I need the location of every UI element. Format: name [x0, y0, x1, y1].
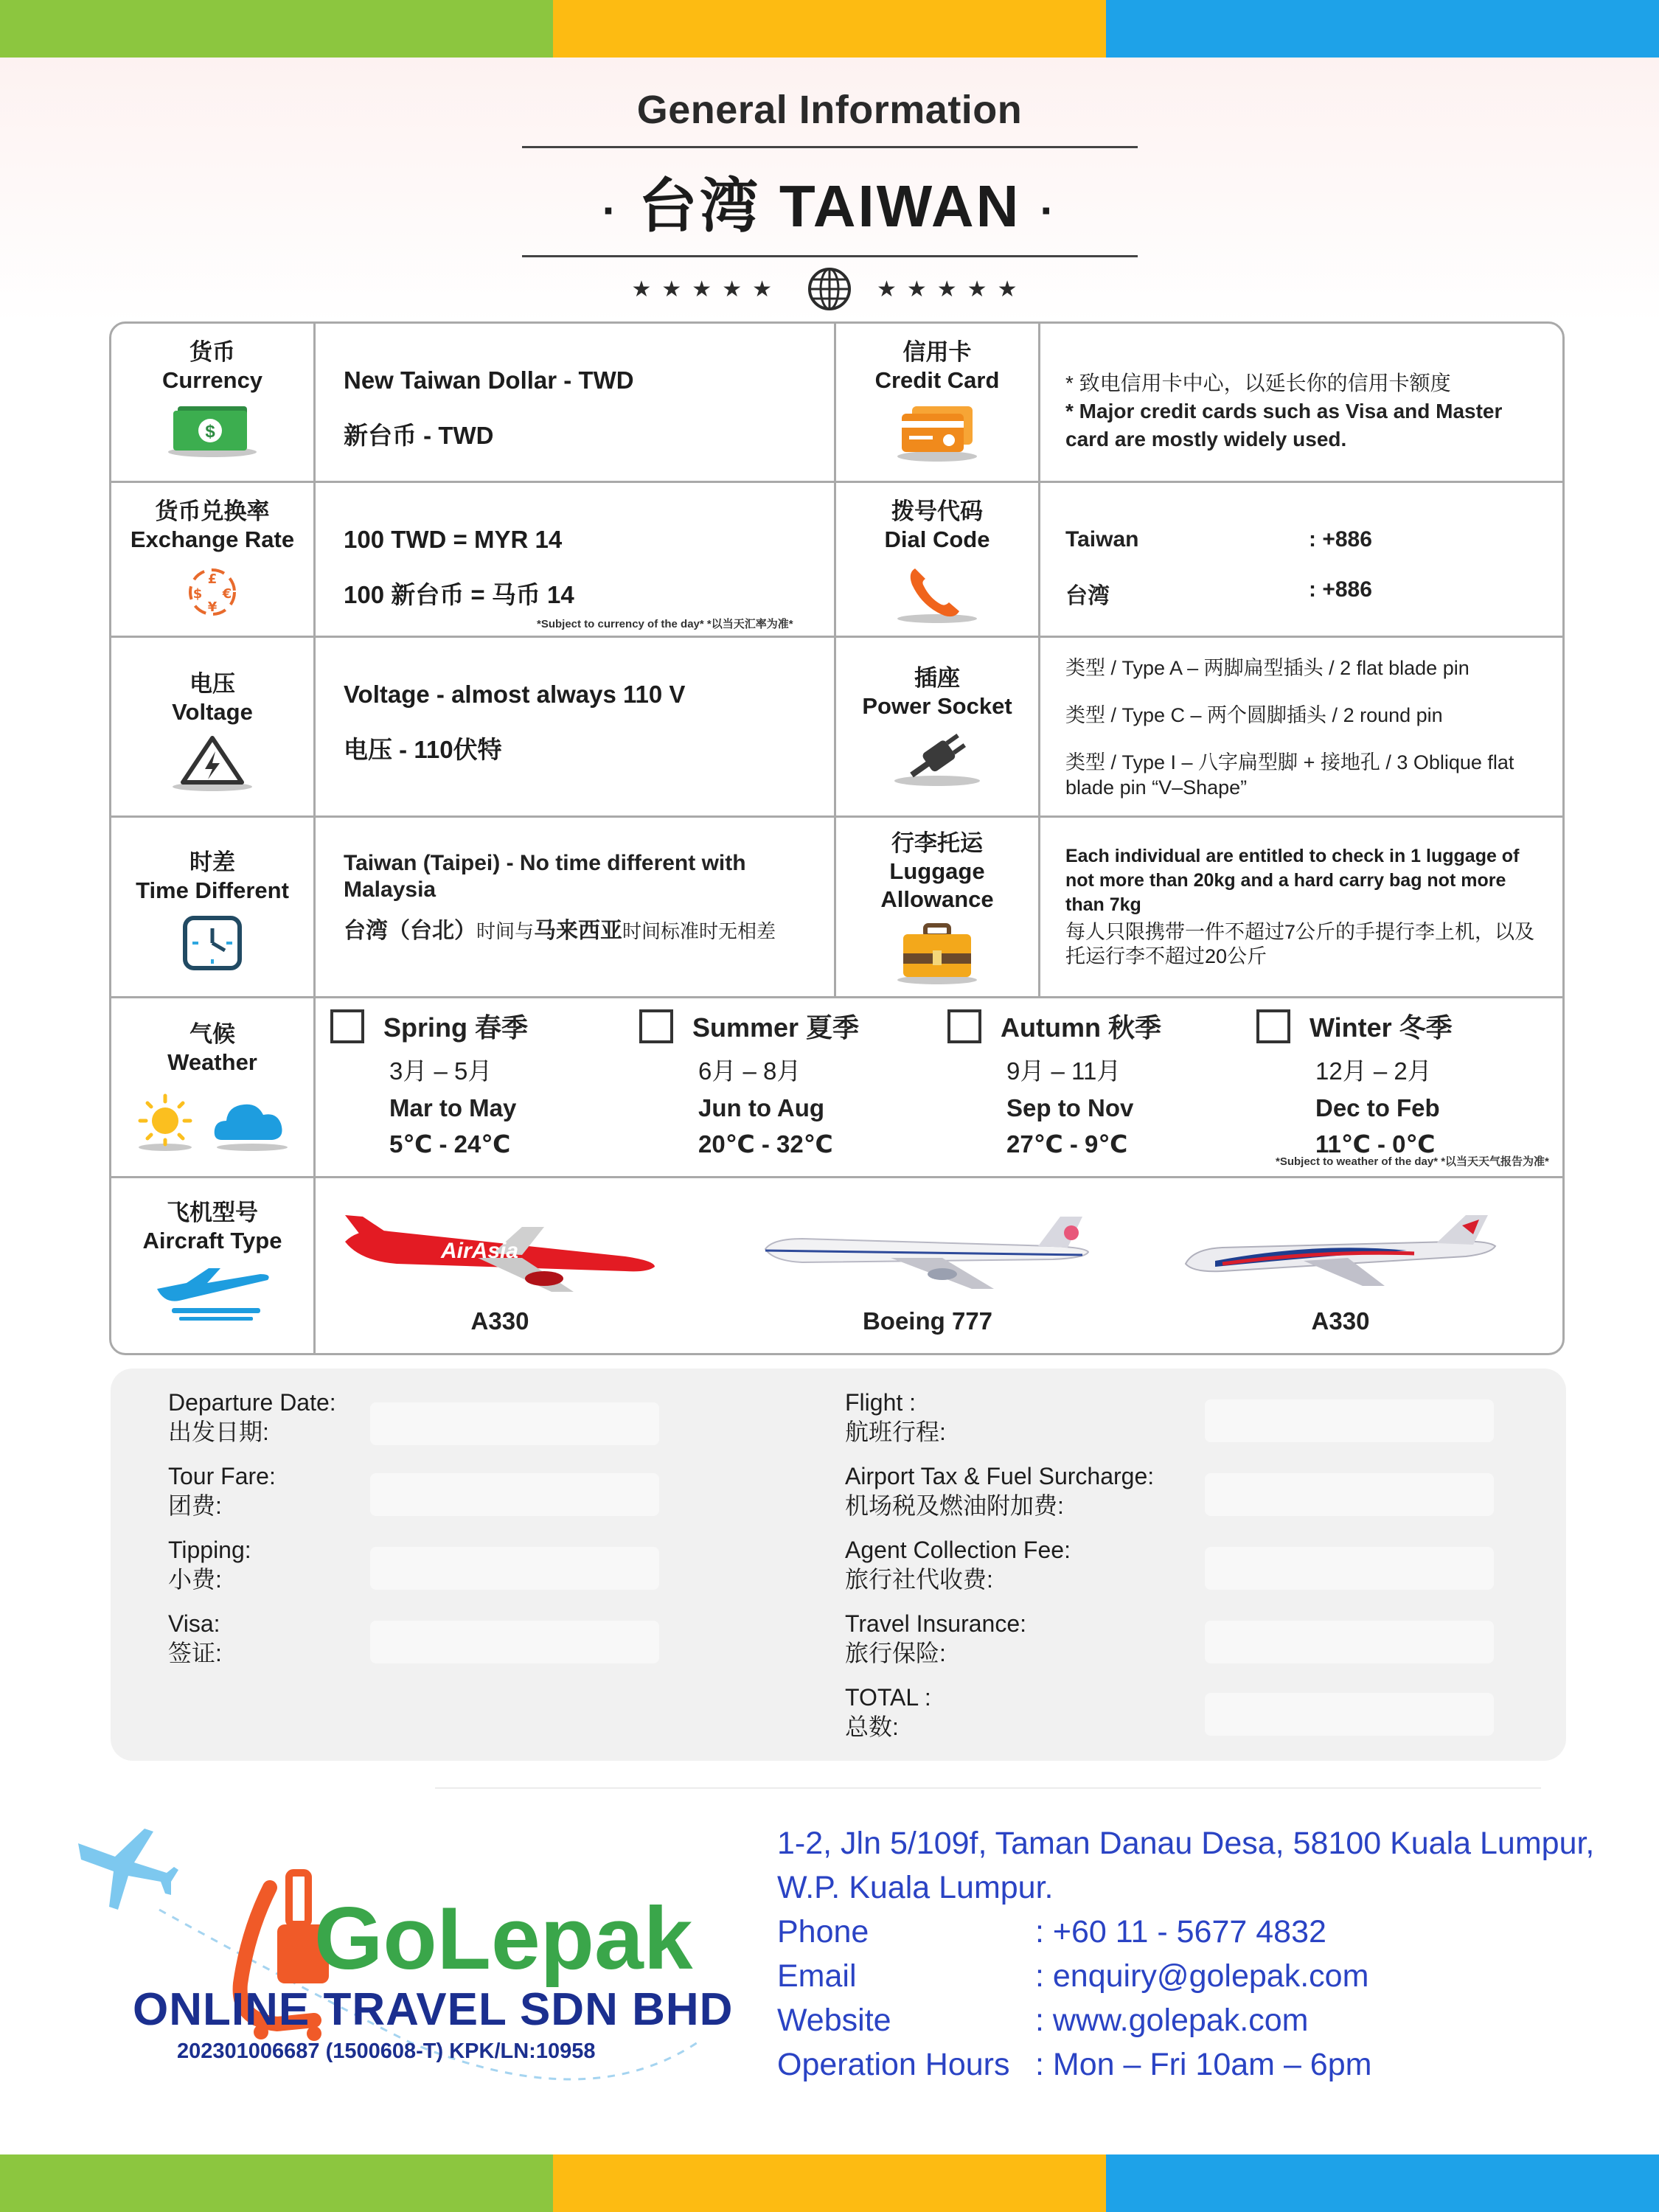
general-info-title: General Information: [636, 88, 1023, 132]
airplane-takeoff-icon: [150, 1264, 275, 1323]
dial-row-cn: [1065, 577, 1562, 610]
time-value: [316, 818, 836, 996]
malaysia-plane-image: [1171, 1212, 1510, 1293]
total-label: [845, 1683, 931, 1742]
season-months-cn: 12月 – 2月: [1315, 1057, 1432, 1085]
season-autumn: [947, 1007, 1257, 1158]
airasia-plane-image: [330, 1212, 669, 1293]
stripe-yellow: [553, 2154, 1106, 2212]
aircraft-label-en: Aircraft Type: [142, 1228, 282, 1253]
footer-divider: [435, 1787, 1541, 1789]
socket-value: [1040, 638, 1562, 815]
credit-card-label-en: Credit Card: [874, 367, 1000, 393]
credit-card-label: [836, 324, 1040, 481]
contact-phone: [777, 1910, 1594, 1954]
aircraft-label: [111, 1178, 316, 1355]
exchange-note: *Subject to currency of the day* *以当天汇率为准*: [537, 618, 793, 630]
dial-code-cn: : +886: [1309, 577, 1372, 602]
dial-place-cn: 台湾: [1065, 584, 1110, 608]
departure-date-label-cn: 出发日期:: [168, 1419, 269, 1445]
stars-right: ★★★★★: [877, 276, 1028, 302]
flight-label-cn: 航班行程:: [845, 1419, 946, 1445]
season-name: Winter 冬季: [1310, 1012, 1453, 1043]
address-line-2: W.P. Kuala Lumpur.: [777, 1870, 1054, 1905]
luggage-label-cn: 行李托运: [891, 830, 983, 856]
row-exchange: [111, 483, 1562, 638]
email-link[interactable]: : enquiry@golepak.com: [1035, 1958, 1369, 1994]
website-link[interactable]: : www.golepak.com: [1035, 2003, 1309, 2038]
flight-label-en: Flight :: [845, 1389, 917, 1416]
aircraft-malaysia: [1156, 1212, 1525, 1335]
cost-form: [111, 1368, 1566, 1761]
company-registration: 202301006687 (1500608-T) KPK/LN:10958: [177, 2039, 596, 2063]
credit-card-label-cn: 信用卡: [902, 339, 972, 365]
clock-icon: [179, 914, 246, 973]
exchange-label: [111, 483, 316, 636]
weather-label-cn: 气候: [189, 1021, 235, 1047]
aircraft-china-airlines: [743, 1212, 1112, 1335]
season-months-cn: 6月 – 8月: [698, 1057, 801, 1085]
aircraft-label-cn: 飞机型号: [167, 1200, 258, 1225]
season-temp: 20℃ - 32℃: [698, 1130, 833, 1158]
voltage-line-cn: 电压 - 110伏特: [344, 736, 502, 763]
dial-code-en: : +886: [1309, 527, 1372, 552]
row-voltage: [111, 638, 1562, 818]
aircraft-name: A330: [1311, 1307, 1370, 1335]
currency-label-cn: 货币: [189, 339, 235, 365]
dial-label: [836, 483, 1040, 636]
airport-tax-label: [845, 1461, 1154, 1520]
insurance-label-en: Travel Insurance:: [845, 1610, 1027, 1637]
credit-card-icon: [893, 403, 981, 462]
svg-text:AirAsia: AirAsia: [441, 1239, 519, 1263]
contact-hours: [777, 2042, 1594, 2087]
visa-label-en: Visa:: [168, 1610, 220, 1637]
total-field[interactable]: [1205, 1693, 1494, 1736]
row-aircraft: [111, 1178, 1562, 1355]
agent-fee-label-en: Agent Collection Fee:: [845, 1537, 1071, 1563]
socket-type-a: 类型 / Type A – 两脚扁型插头 / 2 flat blade pin: [1065, 657, 1470, 679]
season-months-en: Mar to May: [389, 1094, 517, 1121]
title-dot-right: ·: [1040, 186, 1057, 236]
exchange-line-en: 100 TWD = MYR 14: [344, 526, 563, 553]
stars-row: [0, 266, 1659, 312]
svg-text:$: $: [192, 586, 203, 602]
season-name: Spring 春季: [383, 1012, 528, 1043]
contact-key: Operation Hours: [777, 2047, 1010, 2082]
dial-label-cn: 拨号代码: [891, 498, 983, 524]
season-summer: [639, 1007, 949, 1158]
dial-row-en: [1065, 527, 1562, 552]
time-label-en: Time Different: [136, 877, 289, 903]
agent-fee-field[interactable]: [1205, 1547, 1494, 1590]
currency-line-en: New Taiwan Dollar - TWD: [344, 366, 634, 394]
voltage-line-en: Voltage - almost always 110 V: [344, 681, 686, 708]
luggage-text-en: Each individual are entitled to check in 1 luggage of not more than 20kg and a hard carry bag not more than 7kg: [1065, 846, 1520, 915]
time-line-cn: [344, 918, 819, 945]
title-rule-top: [522, 146, 1138, 148]
stripe-green: [0, 2154, 553, 2212]
luggage-label: [836, 818, 1040, 996]
svg-text:¥: ¥: [207, 599, 218, 615]
visa-label-cn: 签证:: [168, 1640, 222, 1666]
time-line-en: Taiwan (Taipei) - No time different with Malaysia: [344, 851, 746, 902]
row-currency: [111, 324, 1562, 483]
total-label-cn: 总数:: [845, 1714, 899, 1740]
weather-seasons: [316, 998, 1562, 1176]
season-temp: 11℃ - 0℃: [1315, 1130, 1436, 1158]
departure-date-label: [168, 1388, 336, 1447]
page-header: [0, 87, 1659, 312]
small-plane-icon: [78, 1829, 178, 1910]
season-winter: [1256, 1007, 1565, 1158]
luggage-value: [1040, 818, 1562, 996]
aircraft-list: [316, 1178, 1562, 1355]
dial-value: [1040, 483, 1562, 636]
winter-checkbox[interactable]: [1256, 1009, 1290, 1043]
contact-key: Website: [777, 2003, 891, 2038]
departure-date-field[interactable]: [370, 1402, 659, 1445]
summer-checkbox[interactable]: [639, 1009, 673, 1043]
contact-website: [777, 1998, 1594, 2042]
time-taiwan-cn: 台湾（台北）: [344, 919, 476, 943]
weather-label-en: Weather: [167, 1049, 257, 1075]
stripe-yellow: [553, 0, 1106, 58]
season-months-en: Dec to Feb: [1315, 1094, 1440, 1121]
currency-label-en: Currency: [161, 367, 263, 393]
socket-type-c: 类型 / Type C – 两个圆脚插头 / 2 round pin: [1065, 704, 1443, 726]
socket-label-en: Power Socket: [862, 693, 1012, 719]
season-months-cn: 3月 – 5月: [389, 1057, 493, 1085]
plug-icon: [889, 729, 985, 787]
info-table: [109, 321, 1565, 1355]
stripe-blue: [1106, 2154, 1659, 2212]
time-label: [111, 818, 316, 996]
credit-card-value: [1040, 324, 1562, 481]
visa-field[interactable]: [370, 1621, 659, 1663]
socket-type-i: 类型 / Type I – 八字扁型脚 + 接地孔 / 3 Oblique flat blade pin “V–Shape”: [1065, 751, 1514, 799]
voltage-label-cn: 电压: [189, 671, 235, 697]
agent-fee-label-cn: 旅行社代收费:: [845, 1566, 993, 1593]
season-months-en: Jun to Aug: [698, 1094, 825, 1121]
insurance-label: [845, 1609, 1026, 1668]
weather-label: [111, 998, 316, 1176]
agent-fee-label: [845, 1535, 1071, 1594]
spring-checkbox[interactable]: [330, 1009, 364, 1043]
time-malaysia-cn: 马来西亚: [534, 919, 623, 943]
svg-text:€: €: [222, 586, 232, 602]
company-address: [777, 1821, 1594, 2087]
operation-hours: : Mon – Fri 10am – 6pm: [1035, 2047, 1372, 2082]
briefcase-icon: [893, 922, 981, 984]
tipping-field[interactable]: [370, 1547, 659, 1590]
airport-tax-field[interactable]: [1205, 1473, 1494, 1516]
stripe-blue: [1106, 0, 1659, 58]
airport-tax-label-en: Airport Tax & Fuel Surcharge:: [845, 1463, 1155, 1489]
credit-card-note-en: * Major credit cards such as Visa and Master card are mostly widely used.: [1065, 400, 1503, 451]
voltage-value: [316, 638, 836, 815]
tour-fare-label-cn: 团费:: [168, 1492, 222, 1519]
tour-fare-label-en: Tour Fare:: [168, 1463, 276, 1489]
title-rule-bottom: [522, 255, 1138, 257]
aircraft-name: A330: [470, 1307, 529, 1335]
season-months-en: Sep to Nov: [1006, 1094, 1134, 1121]
globe-icon: [801, 266, 858, 312]
tour-fare-label: [168, 1461, 276, 1520]
luggage-label-en: Luggage Allowance: [880, 858, 994, 912]
exchange-line-cn: 100 新台币 = 马币 14: [344, 581, 574, 608]
exchange-label-en: Exchange Rate: [130, 526, 295, 552]
time-label-cn: 时差: [189, 849, 235, 875]
stars-left: ★★★★★: [631, 276, 782, 302]
credit-card-note-cn: * 致电信用卡中心，以延长你的信用卡额度: [1065, 372, 1451, 394]
row-time: [111, 818, 1562, 998]
aircraft-airasia: [316, 1212, 684, 1335]
tour-fare-field[interactable]: [370, 1473, 659, 1516]
voltage-label-en: Voltage: [172, 699, 253, 725]
luggage-text-cn: 每人只限携带一件不超过7公斤的手提行李上机，以及托运行李不超过20公斤: [1065, 921, 1535, 967]
tipping-label-en: Tipping:: [168, 1537, 251, 1563]
voltage-label: [111, 638, 316, 815]
season-name: Summer 夏季: [692, 1012, 860, 1043]
contact-key: Email: [777, 1958, 857, 1994]
dial-label-en: Dial Code: [884, 526, 990, 552]
voltage-warning-icon: [168, 735, 257, 791]
sun-icon: [132, 1093, 198, 1152]
exchange-label-cn: 货币兑换率: [155, 498, 270, 524]
tipping-label-cn: 小费:: [168, 1566, 222, 1593]
flight-label: [845, 1388, 946, 1447]
exchange-icon: [183, 563, 242, 622]
flight-field[interactable]: [1205, 1399, 1494, 1442]
time-with-cn: 时间与: [476, 920, 535, 942]
phone-number[interactable]: : +60 11 - 5677 4832: [1035, 1914, 1326, 1950]
season-spring: [330, 1007, 640, 1158]
socket-label-cn: 插座: [914, 665, 960, 691]
contact-email: [777, 1954, 1594, 1998]
total-label-en: TOTAL :: [845, 1684, 931, 1711]
season-temp: 27℃ - 9℃: [1006, 1130, 1128, 1158]
season-name: Autumn 秋季: [1001, 1012, 1161, 1043]
svg-text:$: $: [205, 422, 215, 442]
svg-text:GoLepak: GoLepak: [314, 1889, 693, 1988]
autumn-checkbox[interactable]: [947, 1009, 981, 1043]
socket-label: [836, 638, 1040, 815]
svg-text:£: £: [207, 571, 218, 587]
season-temp: 5℃ - 24℃: [389, 1130, 511, 1158]
contact-key: Phone: [777, 1914, 869, 1950]
weather-note: *Subject to weather of the day* *以当天天气报告为准*: [1276, 1155, 1549, 1168]
stripe-green: [0, 0, 553, 58]
insurance-field[interactable]: [1205, 1621, 1494, 1663]
exchange-value: [316, 483, 836, 636]
address-line-1: 1-2, Jln 5/109f, Taman Danau Desa, 58100 Kuala Lumpur,: [777, 1826, 1595, 1861]
insurance-label-cn: 旅行保险:: [845, 1640, 946, 1666]
currency-value: [316, 324, 836, 481]
country-title: 台湾 TAIWAN: [638, 173, 1021, 239]
top-color-stripe: [0, 0, 1659, 58]
cloud-icon: [212, 1093, 293, 1152]
weather-icons: [111, 1093, 313, 1152]
currency-label: [111, 324, 316, 481]
airport-tax-label-cn: 机场税及燃油附加费:: [845, 1492, 1064, 1519]
visa-label: [168, 1609, 222, 1668]
currency-line-cn: 新台币 - TWD: [344, 422, 494, 449]
china-airlines-plane-image: [758, 1212, 1097, 1293]
page-title: [0, 159, 1659, 243]
aircraft-name: Boeing 777: [862, 1307, 993, 1335]
time-standard-cn: 时间标准时无相差: [622, 920, 776, 942]
season-months-cn: 9月 – 11月: [1006, 1057, 1121, 1085]
departure-date-label-en: Departure Date:: [168, 1389, 336, 1416]
bottom-color-stripe: [0, 2154, 1659, 2212]
title-dot-left: ·: [602, 186, 619, 236]
phone-icon: [893, 563, 981, 625]
company-name: ONLINE TRAVEL SDN BHD: [133, 1984, 734, 2035]
tipping-label: [168, 1535, 251, 1594]
money-icon: [164, 403, 260, 458]
dial-place-en: Taiwan: [1065, 527, 1139, 552]
row-weather: [111, 998, 1562, 1178]
